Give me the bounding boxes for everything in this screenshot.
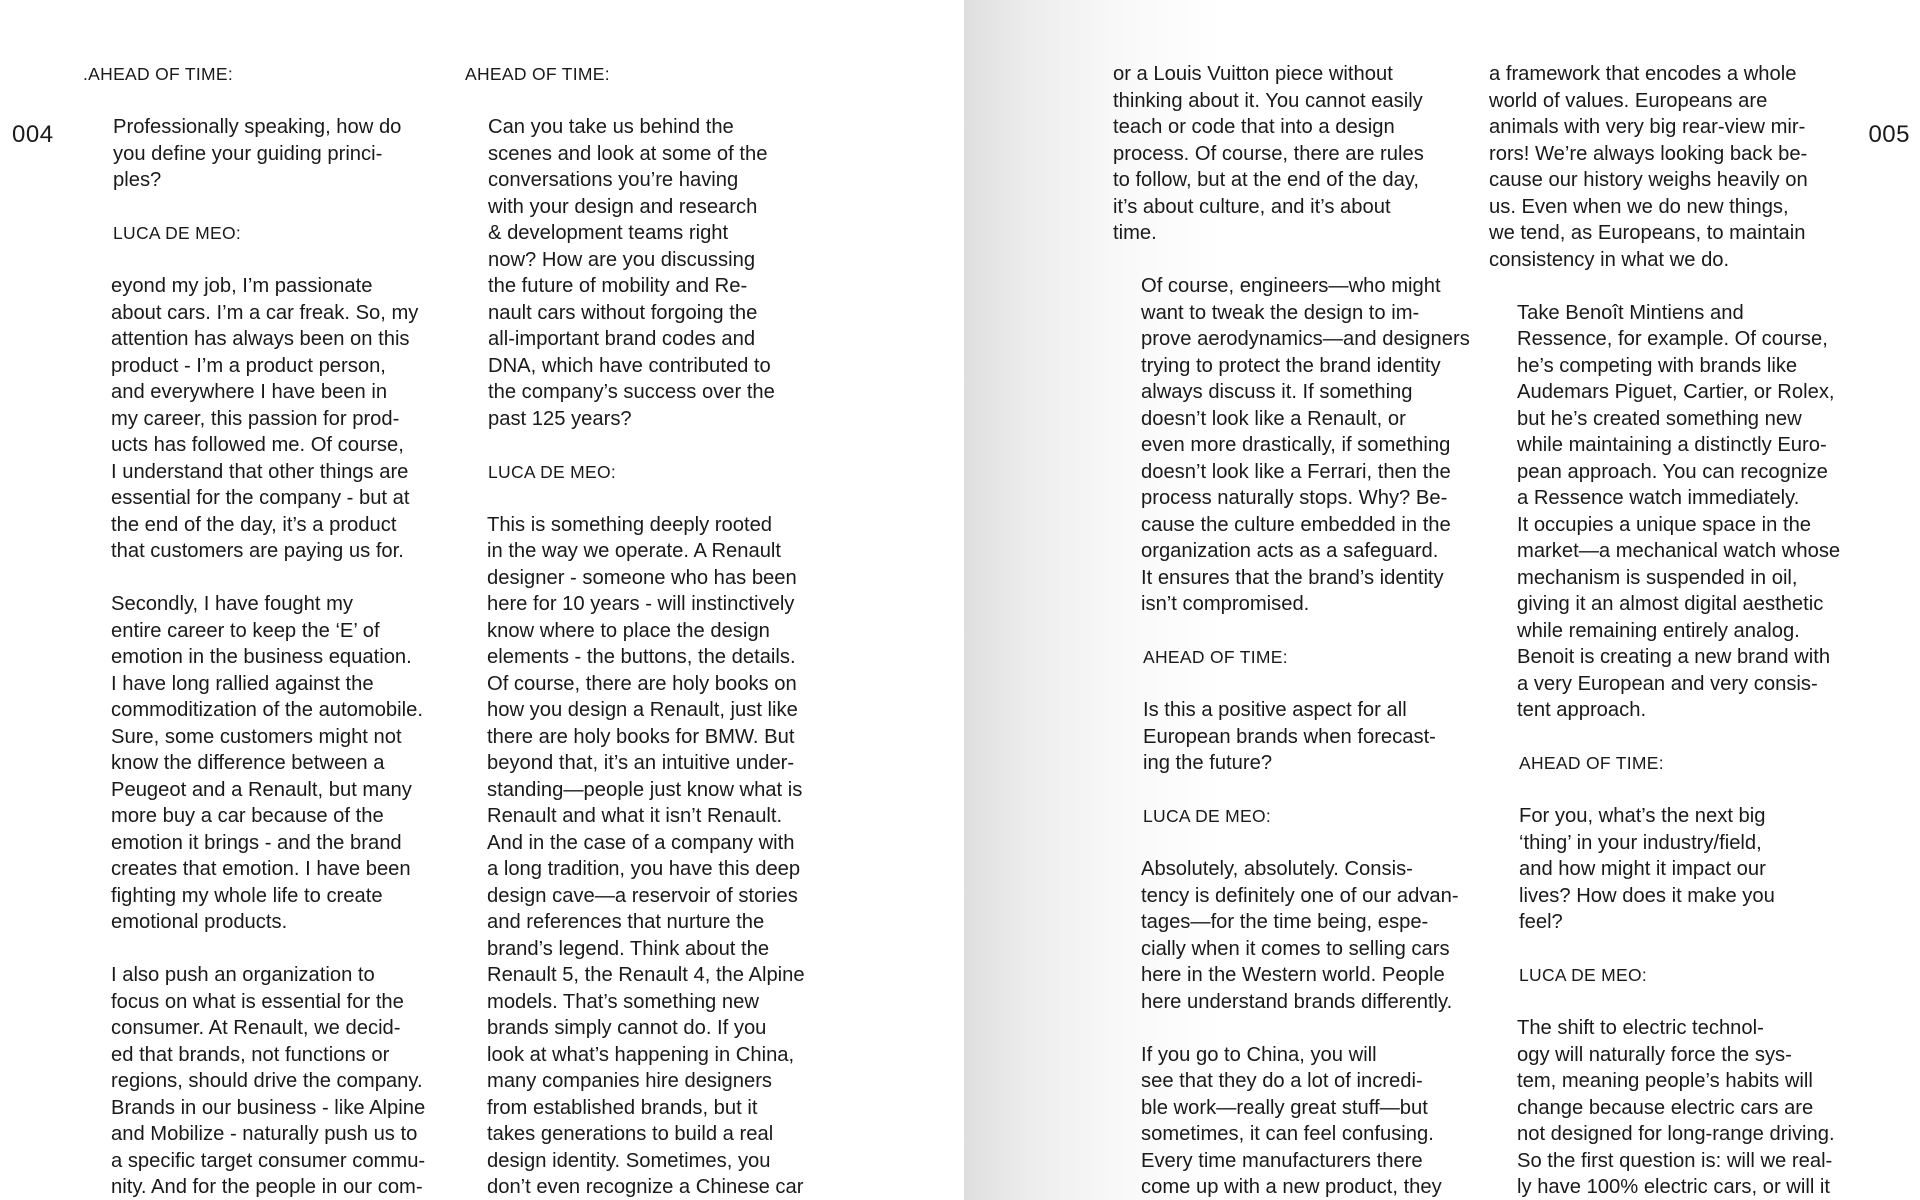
text-line: Is this a positive aspect for all — [1143, 699, 1407, 721]
answer-paragraph — [1489, 1015, 1859, 1200]
text-line: consumer. At Renault, we decid- — [111, 1017, 401, 1039]
text-line: ed that brands, not functions or — [111, 1043, 390, 1066]
interviewer-label: .AHEAD OF TIME: — [83, 64, 234, 84]
text-line: a long tradition, you have this deep — [487, 858, 801, 880]
text-line: world of values. Europeans are — [1489, 89, 1768, 112]
text-line: attention has always been on this — [111, 328, 410, 350]
text-line: elements - the buttons, the details. — [487, 646, 796, 668]
text-line: us. Even when we do new things, — [1489, 195, 1789, 218]
text-line: emotional products. — [111, 911, 288, 933]
text-line: come up with a new product, they — [1141, 1176, 1442, 1198]
text-line: ucts has followed me. Of course, — [111, 434, 404, 456]
text-line: regions, should drive the company. — [111, 1070, 423, 1092]
text-line: and everywhere I have been in — [111, 381, 388, 403]
text-line: from established brands, but it — [487, 1096, 758, 1119]
text-line: doesn’t look like a Renault, or — [1141, 407, 1406, 430]
answer-paragraph — [83, 273, 453, 565]
text-line: prove aerodynamics—and designers — [1141, 328, 1470, 350]
interview-question — [83, 114, 453, 194]
interview-question — [1113, 697, 1483, 777]
text-column-1 — [83, 61, 453, 1200]
text-line: and Mobilize - naturally push us to — [111, 1123, 418, 1145]
text-line: fighting my whole life to create — [111, 884, 383, 907]
text-line: always discuss it. If something — [1141, 381, 1413, 403]
text-line: I also push an organization to — [111, 964, 375, 986]
text-line: For you, what’s the next big — [1519, 805, 1766, 827]
text-line: ly have 100% electric cars, or will it — [1517, 1176, 1831, 1198]
text-line: rors! We’re always looking back be- — [1489, 142, 1808, 165]
text-line: Professionally speaking, how do — [113, 116, 402, 138]
text-line: it’s about culture, and it’s about — [1113, 195, 1391, 218]
text-line: animals with very big rear-view mir- — [1489, 116, 1806, 138]
text-line: isn’t compromised. — [1141, 593, 1310, 615]
text-column-4 — [1489, 61, 1859, 1200]
text-line: teach or code that into a design — [1113, 116, 1395, 138]
text-line: takes generations to build a real — [487, 1123, 774, 1145]
text-line: thinking about it. You cannot easily — [1113, 89, 1423, 112]
text-line: or a Louis Vuitton piece without — [1113, 63, 1393, 85]
text-line: organization acts as a safeguard. — [1141, 540, 1439, 562]
text-line: even more drastically, if something — [1141, 434, 1451, 456]
text-line: tem, meaning people’s habits will — [1517, 1070, 1813, 1092]
text-line: know where to place the design — [487, 619, 770, 642]
text-line: ples? — [113, 169, 162, 191]
page-number-right: 005 — [1868, 121, 1910, 148]
answer-paragraph — [1113, 61, 1483, 247]
text-line: here for 10 years - will instinctively — [487, 593, 795, 615]
text-line: If you go to China, you will — [1141, 1043, 1377, 1066]
text-line: more buy a car because of the — [111, 805, 384, 827]
text-line: a specific target consumer commu- — [111, 1149, 426, 1172]
text-line: that customers are paying us for. — [111, 540, 404, 562]
text-line: time. — [1113, 222, 1157, 244]
text-line: Audemars Piguet, Cartier, or Rolex, — [1517, 381, 1835, 403]
text-line: conversations you’re having — [488, 169, 739, 191]
text-line: Brands in our business - like Alpine — [111, 1096, 426, 1119]
answer-paragraph — [1489, 61, 1859, 273]
text-line: It occupies a unique space in the — [1517, 513, 1812, 536]
text-line: creates that emotion. I have been — [111, 858, 411, 880]
text-line: but he’s created something new — [1517, 407, 1802, 430]
answer-paragraph — [1489, 300, 1859, 724]
text-line: The shift to electric technol- — [1517, 1017, 1764, 1039]
text-line: a framework that encodes a whole — [1489, 63, 1797, 85]
interviewer-label: AHEAD OF TIME: — [465, 64, 610, 84]
text-line: European brands when forecast- — [1143, 725, 1436, 748]
right-page — [964, 0, 1920, 1200]
text-line: cially when it comes to selling cars — [1141, 937, 1450, 960]
text-line: ble work—really great stuff—but — [1141, 1096, 1428, 1119]
text-line: sometimes, it can feel confusing. — [1141, 1123, 1434, 1145]
text-line: nity. And for the people in our com- — [111, 1176, 423, 1198]
text-line: don’t even recognize a Chinese car — [487, 1176, 804, 1198]
text-line: scenes and look at some of the — [488, 142, 768, 165]
text-line: commoditization of the automobile. — [111, 699, 423, 721]
text-line: market—a mechanical watch whose — [1517, 540, 1841, 562]
text-line: Benoit is creating a new brand with — [1517, 646, 1831, 668]
text-line: not designed for long-range driving. — [1517, 1123, 1835, 1145]
text-line: emotion in the business equation. — [111, 646, 412, 668]
text-line: I understand that other things are — [111, 460, 409, 483]
text-line: my career, this passion for prod- — [111, 407, 400, 430]
text-line: past 125 years? — [488, 407, 632, 430]
answer-paragraph — [459, 512, 859, 1200]
text-line: many companies hire designers — [487, 1070, 773, 1092]
text-line: giving it an almost digital aesthetic — [1517, 593, 1824, 615]
text-line: design identity. Sometimes, you — [487, 1149, 771, 1172]
text-line: Renault 5, the Renault 4, the Alpine — [487, 964, 805, 986]
text-line: and how might it impact our — [1519, 858, 1766, 880]
text-line: process. Of course, there are rules — [1113, 142, 1424, 165]
text-line: ing the future? — [1143, 752, 1273, 774]
text-line: look at what’s happening in China, — [487, 1043, 795, 1066]
answer-paragraph — [1113, 1042, 1483, 1200]
text-line: essential for the company - but at — [111, 487, 410, 509]
text-line: with your design and research — [488, 195, 758, 218]
text-line: while maintaining a distinctly Euro- — [1517, 434, 1827, 456]
text-line: brand’s legend. Think about the — [487, 937, 770, 960]
text-line: Ressence, for example. Of course, — [1517, 328, 1828, 350]
text-column-3 — [1113, 61, 1483, 1200]
text-line: cause our history weighs heavily on — [1489, 169, 1808, 191]
text-line: see that they do a lot of incredi- — [1141, 1070, 1423, 1092]
interviewer-label: AHEAD OF TIME: — [1143, 647, 1288, 667]
interviewee-label: LUCA DE MEO: — [113, 223, 242, 243]
text-line: the end of the day, it’s a product — [111, 513, 397, 536]
text-line: I have long rallied against the — [111, 672, 374, 695]
text-line: And in the case of a company with — [487, 831, 795, 854]
text-line: trying to protect the brand identity — [1141, 354, 1441, 377]
text-line: tent approach. — [1517, 699, 1647, 721]
answer-paragraph — [83, 962, 453, 1200]
text-line: to follow, but at the end of the day, — [1113, 169, 1420, 191]
text-line: you define your guiding princi- — [113, 142, 383, 165]
text-line: a Ressence watch immediately. — [1517, 487, 1800, 509]
text-line: entire career to keep the ‘E’ of — [111, 619, 380, 642]
text-line: It ensures that the brand’s identity — [1141, 566, 1444, 589]
text-line: beyond that, it’s an intuitive under- — [487, 752, 795, 774]
page-number-left: 004 — [12, 121, 54, 148]
text-line: mechanism is suspended in oil, — [1517, 566, 1798, 589]
text-line: Can you take us behind the — [488, 116, 734, 138]
text-line: Sure, some customers might not — [111, 725, 402, 748]
text-line: pean approach. You can recognize — [1517, 460, 1828, 483]
text-line: cause the culture embedded in the — [1141, 513, 1451, 536]
text-line: models. That’s something new — [487, 990, 759, 1013]
text-line: designer - someone who has been — [487, 566, 797, 589]
text-line: focus on what is essential for the — [111, 990, 404, 1013]
text-line: ‘thing’ in your industry/field, — [1519, 831, 1762, 854]
text-line: Take Benoît Mintiens and — [1517, 301, 1744, 324]
text-line: eyond my job, I’m passionate — [111, 275, 373, 297]
text-line: tency is definitely one of our advan- — [1141, 884, 1459, 907]
text-line: Renault and what it isn’t Renault. — [487, 805, 783, 827]
text-line: the company’s success over the — [488, 381, 775, 403]
text-line: he’s competing with brands like — [1517, 354, 1798, 377]
text-line: This is something deeply rooted — [487, 513, 773, 536]
text-line: and references that nurture the — [487, 911, 765, 933]
text-line: tages—for the time being, espe- — [1141, 911, 1429, 933]
text-line: how you design a Renault, just like — [487, 699, 798, 721]
text-line: while remaining entirely analog. — [1517, 619, 1800, 642]
text-line: DNA, which have contributed to — [488, 354, 771, 377]
text-line: consistency in what we do. — [1489, 248, 1730, 271]
text-line: brands simply cannot do. If you — [487, 1017, 767, 1039]
interview-question — [1489, 803, 1859, 936]
interviewee-label: LUCA DE MEO: — [1519, 965, 1648, 985]
text-line: all-important brand codes and — [488, 328, 756, 350]
interview-question — [459, 114, 859, 432]
text-line: lives? How does it make you — [1519, 884, 1775, 907]
text-line: there are holy books for BMW. But — [487, 725, 795, 748]
text-line: now? How are you discussing — [488, 248, 756, 271]
interviewee-label: LUCA DE MEO: — [1143, 806, 1272, 826]
interviewee-label: LUCA DE MEO: — [488, 461, 617, 482]
text-line: a very European and very consis- — [1517, 672, 1818, 695]
text-column-2 — [459, 61, 859, 1200]
text-line: standing—people just know what is — [487, 778, 803, 801]
text-line: know the difference between a — [111, 752, 385, 774]
text-line: feel? — [1519, 911, 1563, 933]
answer-paragraph — [83, 591, 453, 936]
text-line: So the first question is: will we real- — [1517, 1149, 1833, 1172]
text-line: Of course, engineers—who might — [1141, 275, 1441, 297]
text-line: emotion it brings - and the brand — [111, 831, 402, 854]
text-line: Absolutely, absolutely. Consis- — [1141, 858, 1413, 880]
text-line: Secondly, I have fought my — [111, 593, 354, 615]
text-line: change because electric cars are — [1517, 1096, 1814, 1119]
text-line: & development teams right — [488, 222, 729, 244]
answer-paragraph — [1113, 856, 1483, 1015]
text-line: here in the Western world. People — [1141, 964, 1445, 986]
text-line: Of course, there are holy books on — [487, 672, 797, 695]
text-line: design cave—a reservoir of stories — [487, 884, 798, 907]
answer-paragraph — [1113, 273, 1483, 618]
text-line: here understand brands differently. — [1141, 990, 1453, 1013]
text-line: Every time manufacturers there — [1141, 1149, 1423, 1172]
text-line: want to tweak the design to im- — [1141, 301, 1420, 324]
text-line: product - I’m a product person, — [111, 354, 386, 377]
text-line: we tend, as Europeans, to maintain — [1489, 222, 1806, 244]
text-line: doesn’t look like a Ferrari, then the — [1141, 460, 1451, 483]
text-line: nault cars without forgoing the — [488, 301, 758, 324]
interviewer-label: AHEAD OF TIME: — [1519, 753, 1664, 773]
text-line: in the way we operate. A Renault — [487, 540, 782, 562]
text-line: the future of mobility and Re- — [488, 275, 748, 297]
text-line: about cars. I’m a car freak. So, my — [111, 301, 419, 324]
text-line: ogy will naturally force the sys- — [1517, 1043, 1792, 1066]
text-line: process naturally stops. Why? Be- — [1141, 487, 1448, 509]
text-line: Peugeot and a Renault, but many — [111, 778, 412, 801]
